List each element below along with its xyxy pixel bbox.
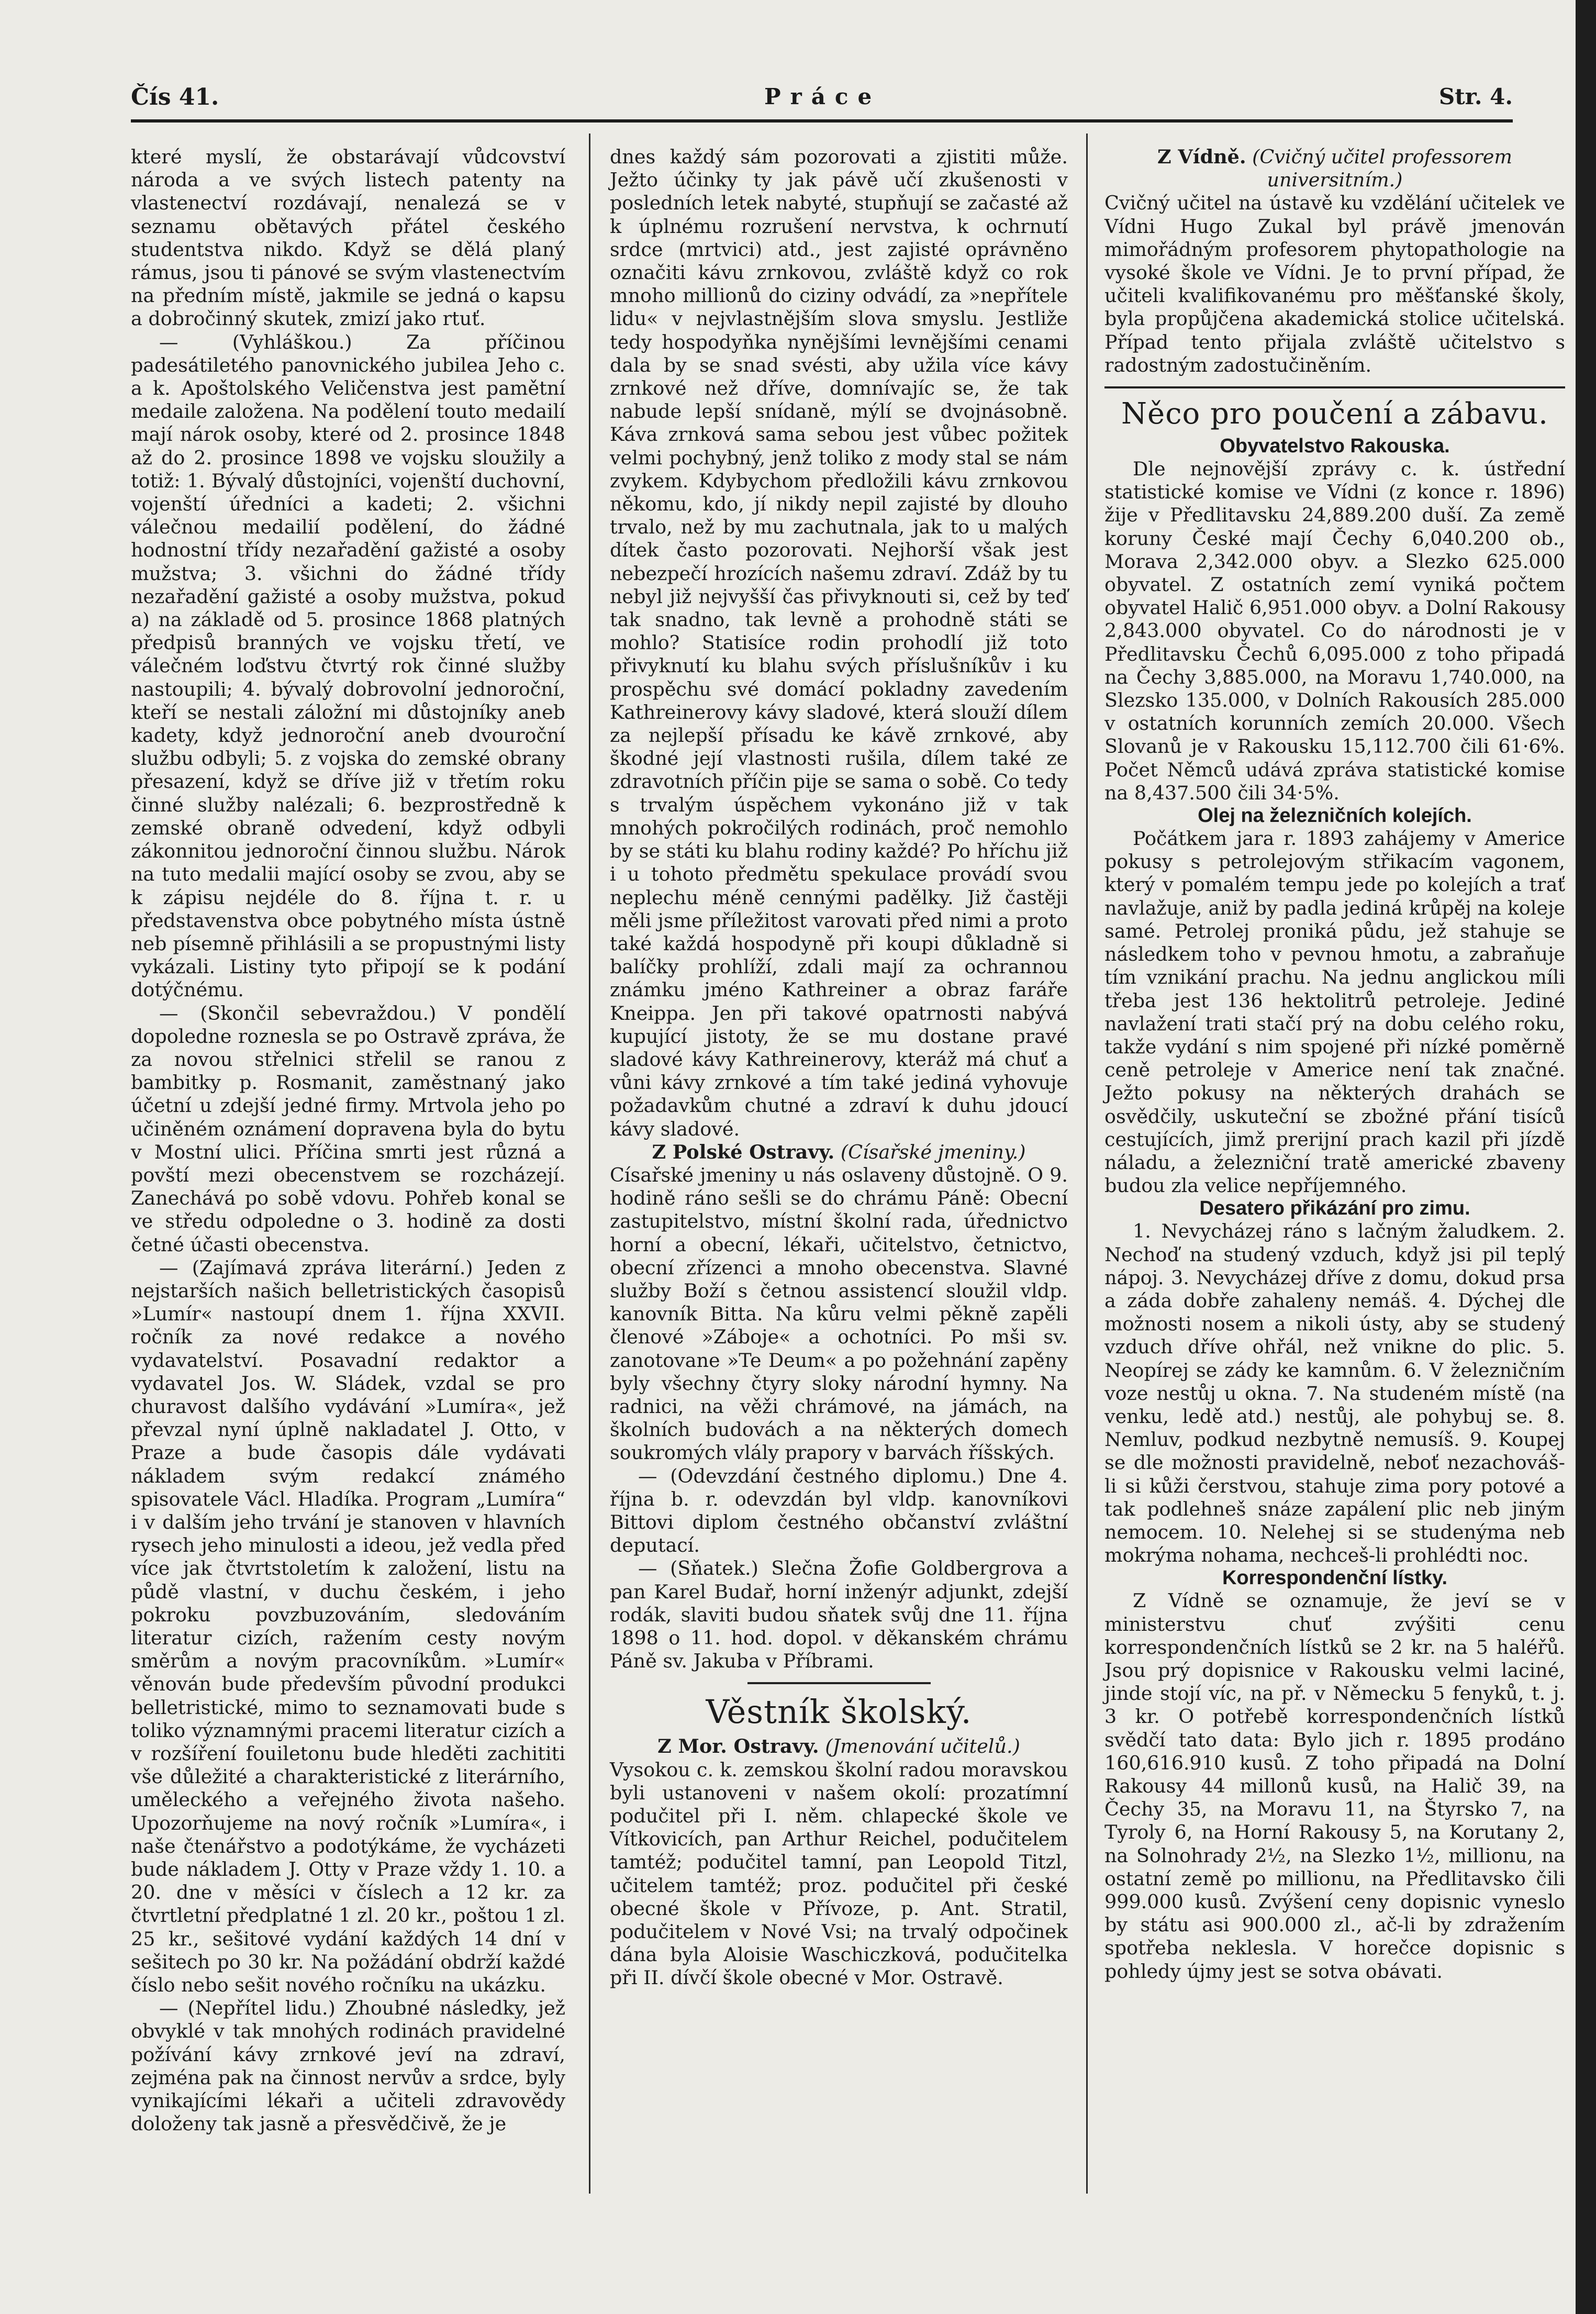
news-place: Z Mor. Ostravy. xyxy=(657,1735,819,1758)
subheading: Korrespondenční lístky. xyxy=(1222,1567,1448,1589)
column-rule-2 xyxy=(1086,134,1088,2194)
article-paragraph: Císařské jmeniny u nás oslaveny důstojně. O 9. hodině ráno sešli se do chrámu Páně: Obecní zastupitelstvo, místní školní rada, úřednictvo horní a obecní, lékaři, učitelstvo, četnictvo, obecní zřízenci a mnoho obecenstva. Slavné služby Boží s četnou assistencí sloužil vldp. kanovník Bitta. Na kůru velmi pěkně zapěli členové »Záboje« a ochotníci. Po mši sv. zanotovane »Te Deum« a po požehnání zapěny byly všechny čtyry sloky národní hymny. Na radnici, na věži chrámové, na jámách, na školních budovách a na některých domech soukromých vlály prapory v barvách říšských. xyxy=(610,1163,1068,1464)
article-paragraph: — (Skončil sebevraždou.) V pondělí dopoledne roznesla se po Ostravě zpráva, že za novou střelnici střelil se ranou z bambitky p. Rosmanit, zaměstnaný jako účetní u zdejší jedné firmy. Mrtvola jeho po učiněném oznámení dopravena byla do bytu v Mostní ulici. Příčina smrti jest různá a povští mezi obecenstvem se rozcházejí. Zanechává po sobě vdovu. Pohřeb konal se ve středu odpoledne o 3. hodině za dosti četné účasti obecenstva. xyxy=(131,1002,565,1256)
section-heading: Něco pro poučení a zábavu. xyxy=(1121,397,1548,431)
column-rule-1 xyxy=(589,134,590,2194)
news-title: (Jmenování učitelů.) xyxy=(825,1735,1020,1758)
article-paragraph: Počátkem jara r. 1893 zahájemy v Americe pokusy s petrolejovým střikacím vagonem, který v pomalém tempu jede po kolejích a trať navlažuje, aniž by padla jediná krůpěj na koleje samé. Petrolej proniká půdu, jež stahuje se následkem toho v pevnou hmotu, a zabraňuje tím vznikání prachu. Na jednu anglickou míli třeba jest 136 hektolitrů petroleje. Jediné navlažení trati stačí prý na dobu celého roku, takže vydání s nim spojené při nízké poměrně ceně petroleje v Americe není tak značné. Ježto pokusy na některých drahách se osvědčily, uskuteční se zbožné přání tisíců cestujících, jimž prerijní prach kazil při jízdě náladu, a železniční tratě americké zbaveny budou zla velice nepříjemného. xyxy=(1104,827,1565,1197)
subheading: Olej na železničních kolejích. xyxy=(1198,805,1472,827)
column-2 xyxy=(610,146,1068,1990)
news-heading xyxy=(610,1141,1068,1164)
subheading: Desatero přikázání pro zimu. xyxy=(1199,1197,1470,1220)
article-paragraph: Cvičný učitel na ústavě ku vzdělání učitelek ve Vídni Hugo Zukal byl právě jmenován mimořádným profesorem phytopathologie na vysoké škole ve Vídni. Je to první případ, že učiteli kvalifikovanému pro měšťanské školy, byla propůjčena akademická stolice učitelská. Případ tento přijala zvláště učitelstvo s radostným zadostučiněním. xyxy=(1104,192,1565,376)
section-divider xyxy=(1104,386,1565,388)
page-header xyxy=(131,84,1513,120)
column-3 xyxy=(1104,146,1565,1983)
article-paragraph: 1. Nevycházej ráno s lačným žaludkem. 2. Nechoď na studený vzduch, když jsi pil teplý nápoj. 3. Nevycházej dříve z domu, dokud prsa a záda dobře zahaleny nemáš. 4. Dýchej dle možnosti nosem a nikoli ústy, aby se studený vzduch dříve ohřál, než vnikne do plic. 5. Neopírej se zády ke kamnům. 6. V železničním voze nestůj u okna. 7. Na studeném místě (na venku, ledě atd.) nestůj, ale pohybuj se. 8. Nemluv, podkud nezbytně nemusíš. 9. Koupej se dle možnosti pravidelně, neboť nezachováš-li si kůži čerstvou, stahuje zima pory potové a tak podlehneš snáze zapálení plic neb jiným nemocem. 10. Nelehej si se studenýma neb mokrýma nohama, nechceš-li prohlédti noc. xyxy=(1104,1220,1565,1567)
news-place: Z Polské Ostravy. xyxy=(652,1140,835,1163)
article-paragraph: Z Vídně se oznamuje, že jeví se v ministerstvu chuť zvýšiti cenu korrespondenčních lístků se 2 kr. na 5 haléřů. Jsou prý dopisnice v Rakousku velmi laciné, jinde stojí víc, na př. v Německu 5 fenyků, t. j. 3 kr. O potřebě korrespondenčních lístků svědčí tato data: Bylo jich r. 1895 prodáno 160,616.910 kusů. Z toho připadá na Dolní Rakousy 44 millonů kusů, na Halič 39, na Čechy 35, na Moravu 11, na Štyrsko 7, na Tyroly 6, na Horní Rakousy 5, na Korutany 2, na Solnohrady 2½, na Slezko 1½, millionu, na ostatní země po millionu, na Předlitavsko čili 999.000 kusů. Zvýšení ceny dopisnic vyneslo by státu asi 900.000 zl., ač-li by zdražením spotřeba neklesla. V horečce dopisnic s pohledy újmy jest se sotva obávati. xyxy=(1104,1589,1565,1983)
issue-number: Čís 41. xyxy=(131,84,219,110)
article-paragraph: — (Nepřítel lidu.) Zhoubné následky, jež obvyklé v tak mnohých rodinách pravidelné požívání kávy zrnkové jeví na zdraví, zejména pak na činnost nervův a srdce, byly vynikajícími lékaři a učiteli zdravovědy doloženy tak jasně a přesvědčivě, že je xyxy=(131,1997,565,2135)
header-rule xyxy=(131,119,1513,123)
newspaper-title: Práce xyxy=(764,84,881,109)
article-paragraph: dnes každý sám pozorovati a zjistiti může. Ježto účinky ty jak pávě učí zkušenosti v posledních letek nabyté, stupňují se začasté až k úplnému rozrušení nervstva, k ochrnutí srdce (mrtvici) atd., jest zajisté oprávněno označiti kávu zrnkovou, zvláště když co rok mnoho millionů do ciziny odvádí, za »nepřítele lidu« v nejvlastnějším slova smyslu. Jestliže tedy hospodyňka nynějšími levnějšími cenami dala by se snad svésti, aby užila více kávy zrnkové než dříve, domnívajíc se, že tak nabude lepší snídaně, mýlí se dvojnásobně. Káva zrnková sama sebou jest vůbec požitek velmi pochybný, jenž toliko z mody stal se nám zvykem. Kdybychom předložili kávu zrnkovou někomu, kdo, jí nikdy nepil zajisté by dlouho trvalo, než by mu zachutnala, jak to u malých dítek často pozorovati. Nejhorší však jest nebezpečí hrozících našemu zdraví. Zdáž by tu nebyl již nejvyšší čas přivyknouti si, cež by teď tak snadno, tak levně a prohodně státi se mohlo? Statisíce rodin prohodlí již toto přivyknutí ku blahu svých příslušníkův i ku prospěchu své domácí pokladny zavedením Kathreinerovy kávy sladové, která slouží dílem za nejlepší přísadu ke kávě zrnkové, aby škodné její vlastnosti rušila, dílem také ze zdravotních příčin pije se sama o sobě. Co tedy s trvalým úspěchem vykonáno již v tak mnohých pokročilých rodinách, proč nemohlo by se státi ku blahu rodiny každé? Po hříchu již i u tohoto předmětu spekulace provádí svou neplechu méně cennými padělky. Již častěji měli jsme příležitost varovati před nimi a proto také každá hospodyně při koupi důkladně si balíčky prohlíží, zdali mají za ochrannou známku jméno Kathreiner a obraz faráře Kneippa. Jen při takové opatrnosti nabývá kupující jistoty, že se mu dostane pravé sladové kávy Kathreinerovy, kteráž má chuť a vůni kávy zrnkové a tím také jediná vyhovuje požadavkům chutné a zdraví k duhu jdoucí kávy sladové. xyxy=(610,146,1068,1140)
article-paragraph: Dle nejnovější zprávy c. k. ústřední statistické komise ve Vídni (z konce r. 1896) žije v Předlitavsku 24,889.200 duší. Za země koruny České mají Čechy 6,040.200 ob., Morava 2,342.000 obyv. a Slezko 625.000 obyvatel. Z ostatních zemí vyniká počtem obyvatel Halič 6,951.000 obyv. a Dolní Rakousy 2,843.000 obyvatel. Co do národnosti je v Předlitavsku Čechů 6,095.000 z toho připadá na Čechy 3,885.000, na Moravu 1,740.000, na Slezsko 135.000, v Dolních Rakousích 285.000 v ostatních korunních zemích 20.000. Všech Slovanů je v Rakousku 15,112.700 čili 61·6%. Počet Němců udává zpráva statistické komise na 8,437.500 čili 34·5%. xyxy=(1104,458,1565,804)
article-paragraph: Vysokou c. k. zemskou školní radou moravskou byli ustanoveni v našem okolí: prozatímní podučitel při I. něm. chlapecké škole ve Vítkovicích, pan Arthur Reichel, podučitelem tamtéž; podučitel tamní, pan Leopold Titzl, učitelem tamtéž; proz. podučitel při české obecné škole v Přívoze, p. Ant. Stratil, podučitelem v Nové Vsi; na trvalý odpočinek dána byla Aloisie Waschiczková, podučitelka při II. dívčí škole obecné v Mor. Ostravě. xyxy=(610,1758,1068,1989)
news-heading xyxy=(610,1735,1068,1758)
article-paragraph: — (Zajímavá zpráva literární.) Jeden z nejstarších našich belletristických časopisů »Lumír« nastoupí dnem 1. října XXVII. ročník za nové redakce a nového vydavatelství. Posavadní redaktor a vydavatel Jos. W. Sládek, vzdal se pro churavost dalšího vydávání »Lumíra«, jež převzal nyní úplně nakladatel J. Otto, v Praze a bude časopis dále vydávati nákladem svým redakcí známého spisovatele Václ. Hladíka. Program „Lumíra“ i v dalším jeho trvání je stanoven v hlavních rysech jeho minulosti a ideou, jež vedla před více jak čtvrtstoletím k založení, listu na půdě vlastní, v duchu českém, i jeho pokroku povzbuzováním, sledováním literatur cizích, ražením cesty novým směrům a novým pracovníkům. »Lumír« věnován bude především původní produkci belletristické, mimo to seznamovati bude s toliko významnými pracemi literatur cizích a v rozšíření fouiletonu bude hleděti zachititi vše důležité a charakteristické z literárního, uměleckého a veřejného života našeho. Upozorňujeme na nový ročník »Lumíra«, i naše čtenářstvo a podotýkáme, že vycházeti bude nákladem J. Otty v Praze vždy 1. 10. a 20. dne v měsíci v číslech a 12 kr. za čtvrtletní předplatné 1 zl. 20 kr., poštou 1 zl. 25 kr., sešitové vydání každých 14 dní v sešitech po 30 kr. Na požádání obdrží každé číslo nebo sešit nového ročníku na ukázku. xyxy=(131,1256,565,1997)
news-place: Z Vídně. xyxy=(1157,146,1246,168)
scan-edge xyxy=(1576,0,1596,2314)
article-paragraph: — (Vyhláškou.) Za příčinou padesátiletého panovnického jubilea Jeho c. a k. Apoštolského Veličenstva jest pamětní medaile založena. Na podělení touto medailí mají nárok osoby, které od 2. prosince 1848 až do 2. prosince 1898 ve vojsku sloužily a totiž: 1. Bývalý důstojníci, vojenští duchovní, vojenští úředníci a kadeti; 2. všichni válečnou medailií podělení, do žádné hodnostní třídy nezařadění gažisté a osoby mužstva; 3. všichni do žádné třídy nezařadění gažisté a osoby mužstva, pokud a) na základě od 5. prosince 1868 platných předpisů branných ve vojsku třetí, ve válečném loďstvu čtvrtý rok činné služby nastoupili; 4. bývalý dobrovolní jednoroční, kteří se nestali záložní mi důstojníky aneb kadety, když jednoroční aneb dvouroční službu odbyli; 5. z vojska do zemské obrany přesazení, když se dříve již v třetím roku činné služby nalézali; 6. bezprostředně k zemské obraně odvedení, když odbyli zákonnitou jednoroční činnou službu. Nárok na tuto medalii mající osoby se zvou, aby se k zápisu nejdéle do 8. října t. r. u představenstva obce pobytného místa ústně neb písemně přihlásili a se propustnými listy vykázali. Listiny tyto připojí se k podání dotýčnému. xyxy=(131,330,565,1002)
page-number: Str. 4. xyxy=(1438,84,1513,109)
section-divider xyxy=(747,1682,931,1684)
news-title: (Cvičný učitel professorem universitním.) xyxy=(1252,146,1512,192)
article-paragraph: které myslí, že obstarávají vůdcovství národa a ve svých listech patenty na vlastenectví rozdávají, nenalezá se v seznamu obětavých přátel českého studentstva nikdo. Když se dělá planý rámus, jsou ti pánové se svým vlastenectvím na předním místě, jakmile se jedná o kapsu a dobročinný skutek, zmizí jako rtuť. xyxy=(131,146,565,330)
column-1 xyxy=(131,146,565,2135)
section-heading: Věstník školský. xyxy=(706,1693,972,1731)
news-title: (Císařské jmeniny.) xyxy=(840,1140,1026,1163)
article-paragraph: — (Odevzdání čestného diplomu.) Dne 4. října b. r. odevzdán byl vldp. kanovníkovi Bittovi diplom čestného občanství zvláštní deputací. xyxy=(610,1464,1068,1557)
subheading: Obyvatelstvo Rakouska. xyxy=(1220,435,1450,458)
news-heading xyxy=(1104,146,1565,192)
article-paragraph: — (Sňatek.) Slečna Žofie Goldbergrova a pan Karel Budař, horní inženýr adjunkt, zdejší rodák, slaviti budou sňatek svůj dne 11. října 1898 o 11. hod. dopol. v děkanském chrámu Páně sv. Jakuba v Příbrami. xyxy=(610,1557,1068,1673)
